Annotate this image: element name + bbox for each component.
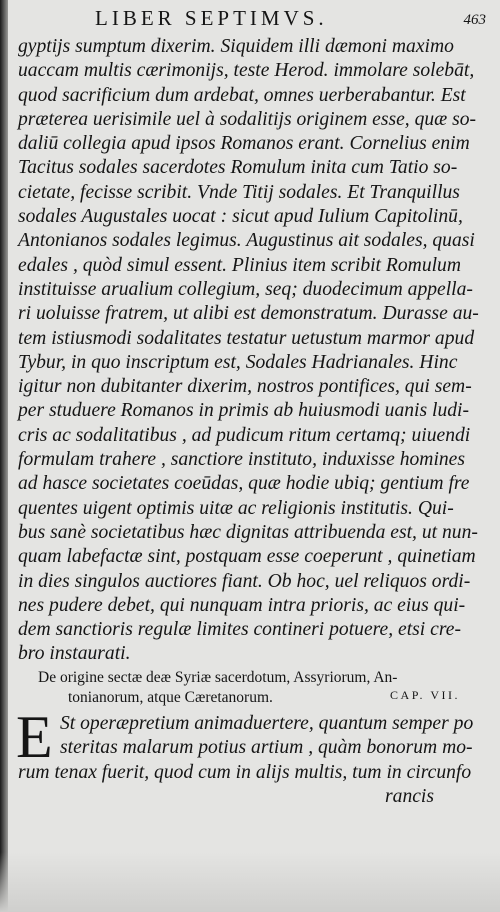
text-line: steritas malarum potius artium , quàm bonorum mo- (60, 737, 473, 759)
text-line: uaccam multis cærimonijs, teste Herod. immolare solebāt, (18, 60, 475, 82)
text-line: nes pudere debet, qui nunquam intra prioris, ac eius qui- (18, 594, 466, 616)
text-line: Tacitus sodales sacerdotes Romulum inita cum Tatio so- (18, 157, 458, 179)
text-line: sodales Augustales uocat : sicut apud Iulium Capitolinū, (18, 206, 463, 228)
text-line: quam labefactæ sint, postquam esse coeperunt , quinetiam (18, 546, 476, 568)
text-line: quentes uigent optimis uitæ ac religionis institutis. Qui- (18, 497, 454, 519)
drop-cap-initial: E (16, 704, 53, 770)
page-bottom-shading (0, 852, 500, 912)
text-line: Tybur, in quo inscriptum est, Sodales Hadrianales. Hinc (18, 351, 458, 373)
text-line: formulam trahere , sanctiore instituto, induxisse homines (18, 449, 466, 471)
text-line: St operæpretium animaduertere, quantum semper po (60, 713, 474, 734)
text-line: cietate, fecisse scribit. Vnde Titij sodales. Et Tranquillus (18, 181, 460, 203)
text-line: ri uoluisse fratrem, ut alibi est demonstratum. Durasse au- (18, 303, 479, 325)
text-line: gyptijs sumptum dixerim. Siquidem illi dæmoni maximo (18, 36, 454, 57)
text-line: ad hasce societates coeūdas, quæ hodie ubiq; gentium fre (18, 473, 470, 495)
page-gutter-shadow (0, 0, 8, 912)
text-line: tonianorum, atque Cæretanorum. (68, 689, 273, 706)
text-line: De origine sectæ deæ Syriæ sacerdotum, Assyriorum, An- (38, 669, 398, 686)
text-line: igitur non dubitanter dixerim, nostros pontifices, qui sem- (18, 376, 472, 398)
text-line: bro instaurati. (18, 643, 131, 665)
text-line: edales , quòd simul essent. Plinius item scribit Romulum (18, 254, 462, 276)
text-line: in dies singulos auctiores fiant. Ob hoc, uel reliquos ordi- (18, 570, 471, 592)
chapter-opening-text (18, 712, 474, 809)
text-line: Antonianos sodales legimus. Augustinus ait sodales, quasi (18, 230, 475, 252)
text-line: per studuere Romanos in primis ab huiusmodi uanis ludi- (18, 400, 470, 422)
chapter-number: CAP. VII. (390, 688, 460, 702)
text-line: quod sacrificium dum ardebat, omnes uerberabantur. Est (18, 84, 466, 106)
text-line: bus sanè societatibus hæc dignitas attribuenda est, ut nun- (18, 521, 478, 543)
text-line: cris ac sodalitatibus , ad pudicum ritum certamq; uiuendi (18, 424, 471, 446)
text-line: instituisse arualium collegium, seq; duodecimum appella- (18, 278, 473, 300)
text-line: daliū collegia apud ipsos Romanos erant. Cornelius enim (18, 133, 470, 155)
text-line: præterea uerisimile uel à sodalitijs originem esse, quæ so- (18, 108, 477, 130)
main-text-block (18, 35, 479, 667)
catchword: rancis (385, 785, 434, 807)
page-number: 463 (463, 12, 486, 28)
running-head: LIBER SEPTIMVS. (95, 6, 328, 30)
text-line: rum tenax fuerit, quod cum in alijs multis, tum in circunfo (18, 761, 472, 783)
text-line: dem sanctioris regulæ limites contineri potuere, etsi cre- (18, 619, 461, 641)
text-line: tem istiusmodi sodalitates testatur uetustum marmor apud (18, 327, 475, 349)
